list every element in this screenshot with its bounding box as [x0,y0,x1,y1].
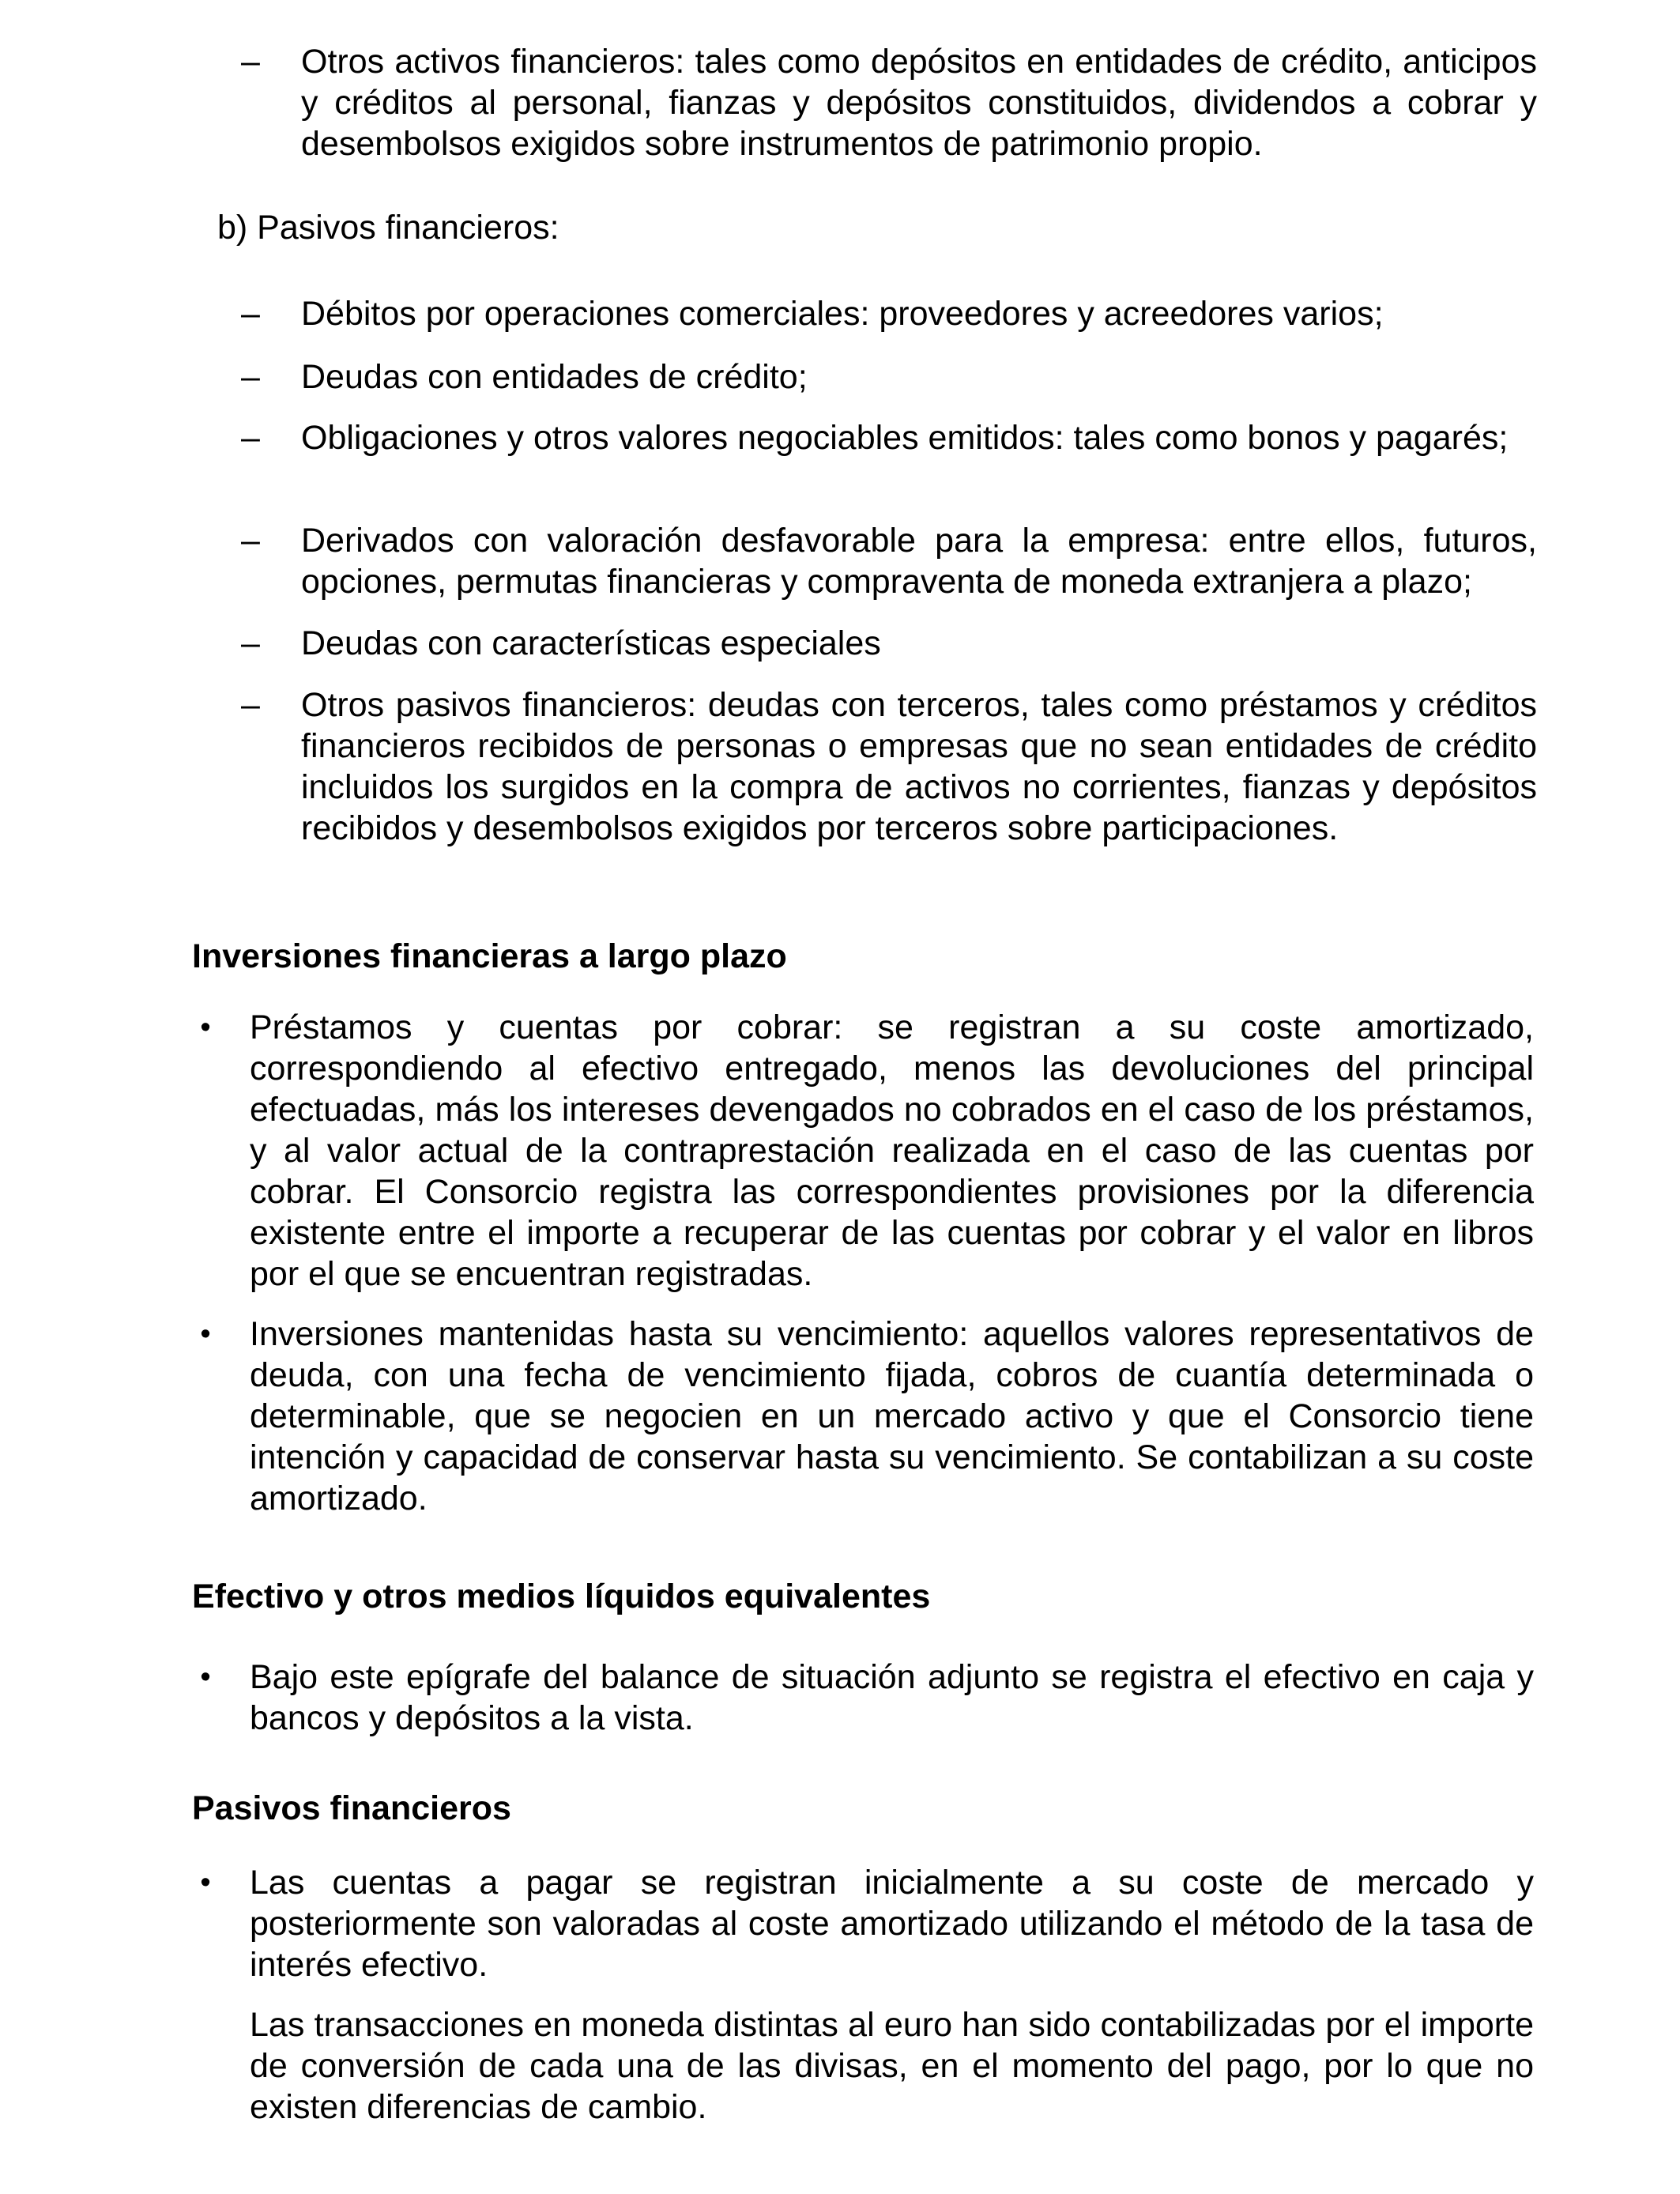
dash-marker: – [241,522,260,560]
dash-marker: – [241,358,260,396]
bullet-marker: • [200,1661,211,1694]
list-item-text: Inversiones mantenidas hasta su vencimiento: aquellos valores representativos de deuda, con una fecha de vencimiento fijada, cobros de cuantía determinada o determinable, que se negocien en un mercado activo y que el Consorcio tiene intención y capacidad de conservar hasta su vencimiento. Se contabilizan a su coste amortizado. [250,1315,1534,1517]
section-heading: Efectivo y otros medios líquidos equivalentes [192,1578,931,1615]
dash-marker: – [241,686,260,724]
bullet-marker: • [200,1318,211,1351]
list-item-text: Bajo este epígrafe del balance de situación adjunto se registra el efectivo en caja y bancos y depósitos a la vista. [250,1658,1534,1737]
list-item-text: Deudas con entidades de crédito; [301,358,808,396]
list-item-text: Otros activos financieros: tales como depósitos en entidades de crédito, anticipos y créditos al personal, fianzas y depósitos constituidos, dividendos a cobrar y desembolsos exigidos sobre instrumentos de patrimonio propio. [301,43,1537,163]
list-item-text: Deudas con características especiales [301,624,881,662]
list-item-text: Otros pasivos financieros: deudas con terceros, tales como préstamos y créditos financieros recibidos de personas o empresas que no sean entidades de crédito incluidos los surgidos en la compra de activos no corrientes, fianzas y depósitos recibidos y desembolsos exigidos por terceros sobre participaciones. [301,686,1537,847]
paragraph: Las transacciones en moneda distintas al euro han sido contabilizadas por el importe de conversión de cada una de las divisas, en el momento del pago, por lo que no existen diferencias de cambio. [250,2006,1534,2126]
section-heading: Inversiones financieras a largo plazo [192,937,787,975]
dash-marker: – [241,295,260,333]
bullet-marker: • [200,1011,211,1044]
bullet-marker: • [200,1866,211,1899]
subsection-heading: b) Pasivos financieros: [217,209,559,247]
list-item-text: Las cuentas a pagar se registran inicialmente a su coste de mercado y posteriormente son valoradas al coste amortizado utilizando el método de la tasa de interés efectivo. [250,1864,1534,1984]
list-item-text: Obligaciones y otros valores negociables emitidos: tales como bonos y pagarés; [301,419,1509,457]
dash-marker: – [241,419,260,457]
dash-marker: – [241,624,260,662]
list-item-text: Derivados con valoración desfavorable para la empresa: entre ellos, futuros, opciones, permutas financieras y compraventa de moneda extranjera a plazo; [301,522,1537,601]
dash-marker: – [241,43,260,81]
section-heading: Pasivos financieros [192,1789,511,1827]
list-item-text: Débitos por operaciones comerciales: proveedores y acreedores varios; [301,295,1384,333]
list-item-text: Préstamos y cuentas por cobrar: se registran a su coste amortizado, correspondiendo al efectivo entregado, menos las devoluciones del principal efectuadas, más los intereses devengados no cobrados en el caso de los préstamos, y al valor actual de la contraprestación realizada en el caso de las cuentas por cobrar. El Consorcio registra las correspondientes provisiones por la diferencia existente entre el importe a recuperar de las cuentas por cobrar y el valor en libros por el que se encuentran registradas. [250,1008,1534,1293]
